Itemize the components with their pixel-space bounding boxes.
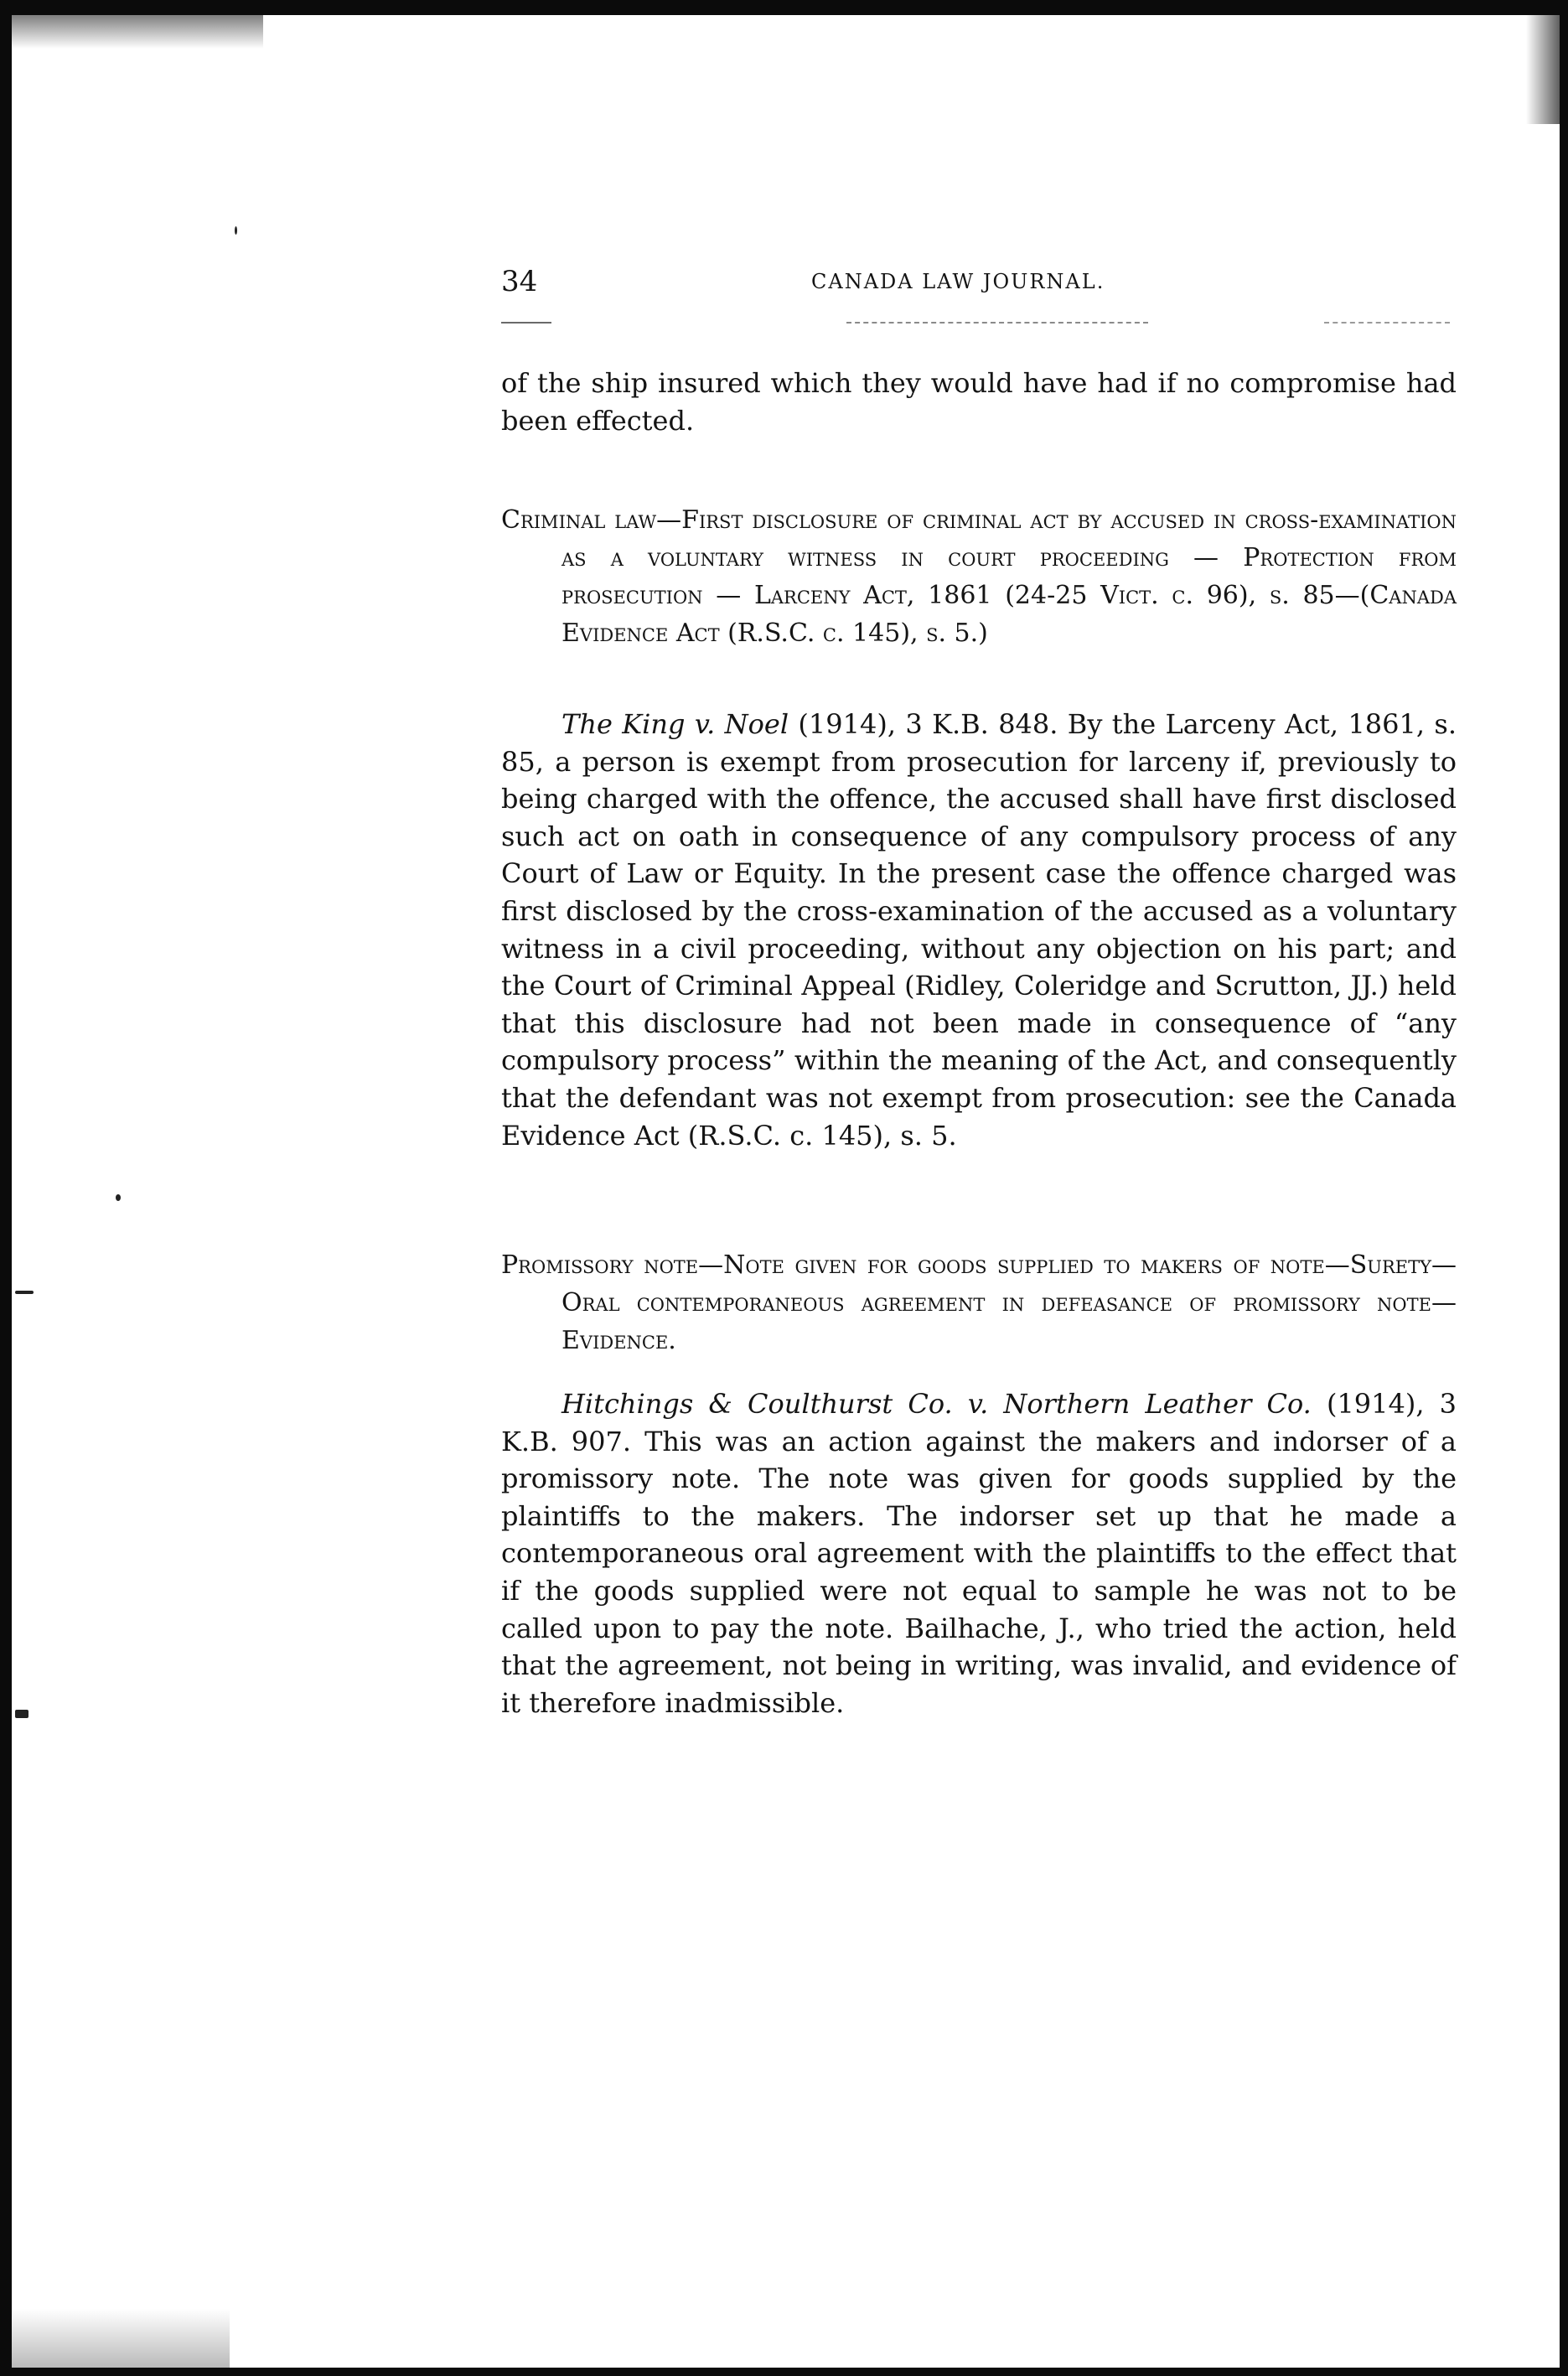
scan-speck [116,1194,121,1201]
header-rule [846,322,1148,324]
scan-shadow-bottom-left [12,2309,230,2368]
section-headnote-promissory-note: Promissory note—Note given for goods supplied to makers of note—Surety—Oral contemporaneous agreement in defeasance of promissory note—Evidence. [501,1250,1457,1355]
scan-edge-right [1560,0,1568,2376]
header-rule [501,322,551,324]
scan-shadow-top-right [1526,15,1560,124]
case-paragraph-king-v-noel [501,706,1457,1154]
case-body: (1914), 3 K.B. 848. By the Larceny Act, 1861, s. 85, a person is exempt from prosecution for larceny if, previously to being charged with the offence, the accused shall have first disclosed such act on oath in consequence of any compulsory process of any Court of Law or Equity. In the present case the offence charged was first disclosed by the cross-examination of the accused as a voluntary witness in a civil proceeding, without any objection on his part; and the Court of Criminal Appeal (Ridley, Coleridge and Scrutton, JJ.) held that this disclosure had not been made in consequence of “any compulsory process” within the meaning of the Act, and consequently that the defendant was not exempt from prosecution: see the Canada Evidence Act (R.S.C. c. 145), s. 5. [501,708,1457,1152]
header-rule [1324,322,1450,324]
scan-shadow-top-left [12,15,263,49]
continuation-paragraph [501,365,1457,440]
scan-edge-top [0,0,1568,15]
running-head [501,265,1457,298]
continuation-text: of the ship insured which they would have had if no compromise had been effected. [501,367,1457,437]
case-paragraph-hitchings-v-northern-leather [501,1385,1457,1721]
scan-edge-bottom [0,2368,1568,2376]
case-body: (1914), 3 K.B. 907. This was an action against the makers and indorser of a promissory note. The note was given for goods supplied by the plaintiffs to the makers. The indorser set up that he made a contemporaneous oral agreement with the plaintiffs to the effect that if the goods supplied were not equal to sample he was not to be called upon to pay the note. Bailhache, J., who tried the action, held that the agreement, not being in writing, was invalid, and evidence of it therefore inadmissible. [501,1388,1457,1719]
scan-speck [235,226,237,235]
section-headnote-criminal-law: Criminal law—First disclosure of criminal act by accused in cross-examination as a voluntary witness in court proceeding — Protection from prosecution — Larceny Act, 1861 (24-25 Vict. c. 96), s. 85—(Canada Evidence Act (R.S.C. c. 145), s. 5.) [501,505,1457,648]
scan-edge-left [0,0,12,2376]
page-number: 34 [501,265,538,298]
journal-title: CANADA LAW JOURNAL. [811,270,1105,293]
scan-speck [15,1710,28,1718]
case-name: Hitchings & Coulthurst Co. v. Northern Leather Co. [561,1388,1312,1420]
scan-speck [15,1291,34,1294]
case-name: The King v. Noel [561,708,789,740]
